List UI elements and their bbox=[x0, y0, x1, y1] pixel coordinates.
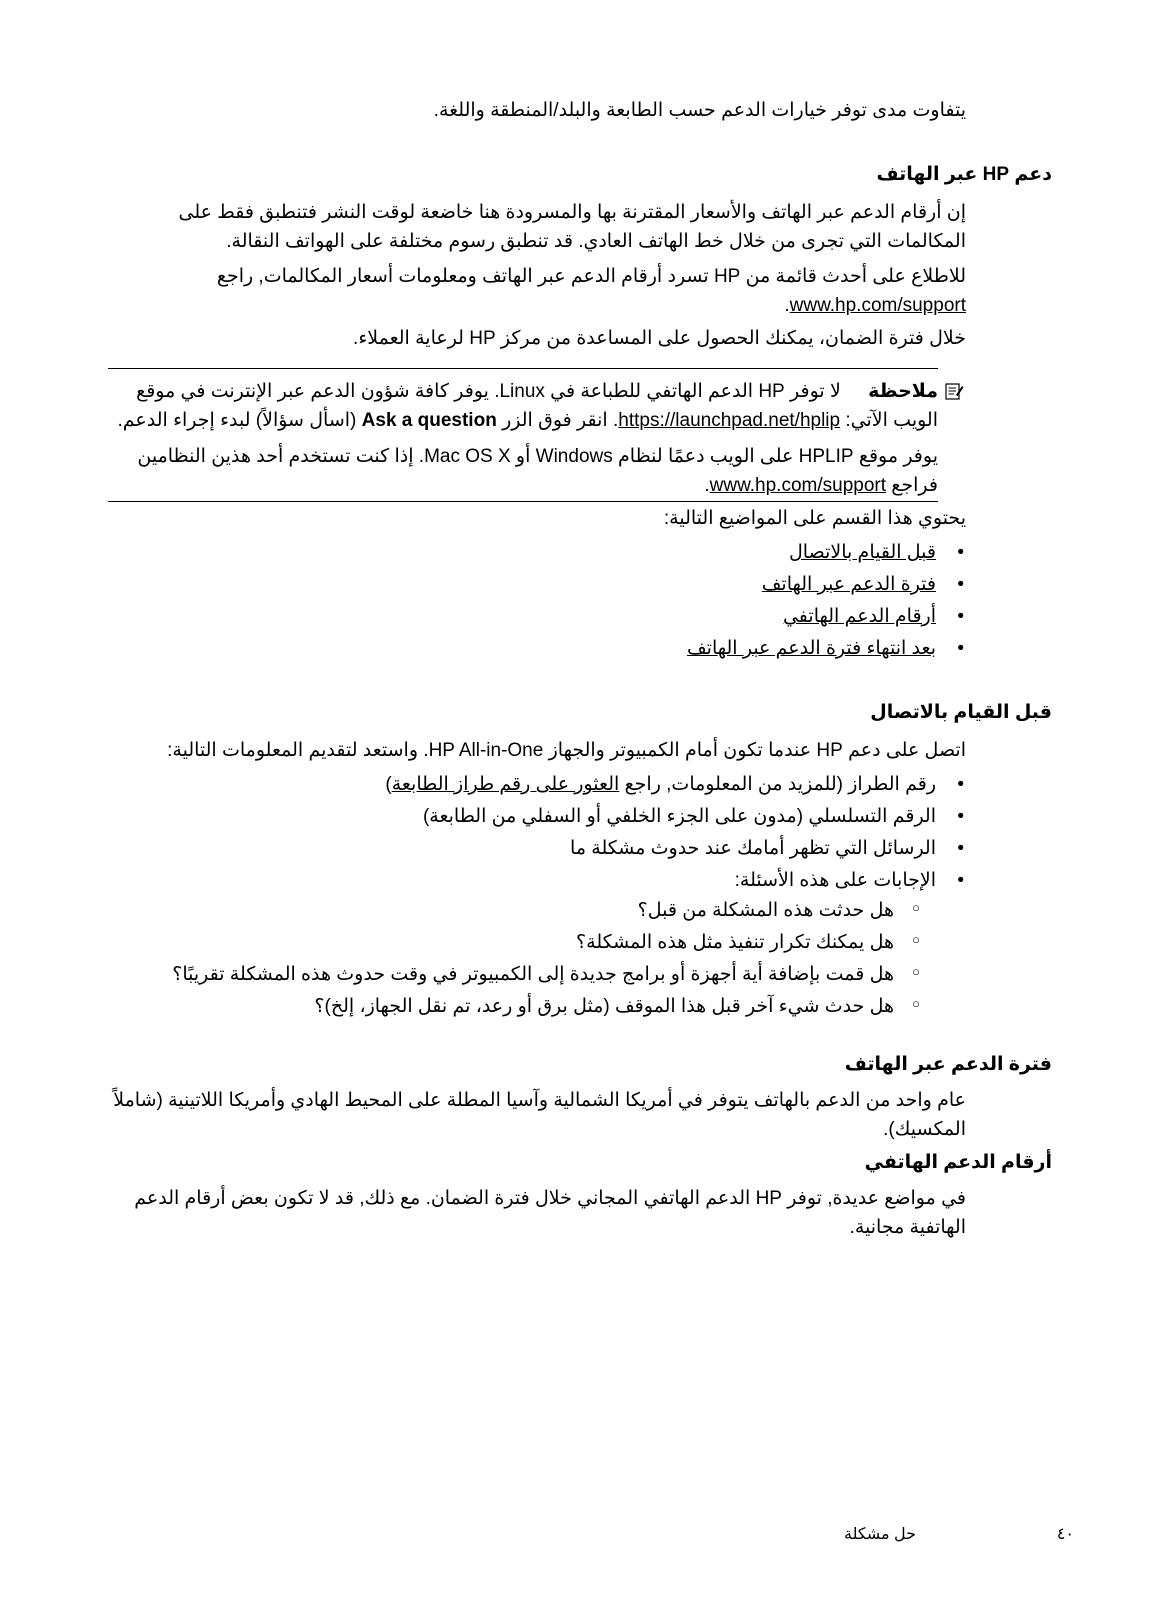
find-model-link[interactable]: العثور على رقم طراز الطابعة bbox=[391, 774, 620, 795]
toc-item bbox=[130, 602, 964, 634]
support-link[interactable]: www.hp.com/support bbox=[789, 295, 966, 317]
footer-section-title: حل مشكلة bbox=[843, 1526, 916, 1543]
heading-support-period: فترة الدعم عبر الهاتف bbox=[844, 1054, 1052, 1075]
item-model-text: رقم الطراز (للمزيد من المعلومات, راجع bbox=[624, 774, 936, 795]
paragraph-latest-list: للاطلاع على أحدث قائمة من HP تسرد أرقام الدعم عبر الهاتف ومعلومات أسعار المكالمات, راجع www.hp.com/support. bbox=[216, 266, 966, 317]
list-subitem: ○ هل يمكنك تكرار تنفيذ مثل هذه المشكلة؟ bbox=[130, 928, 964, 960]
page-number: ٤٠ bbox=[1056, 1526, 1074, 1543]
item-model-tail: ) bbox=[385, 774, 392, 795]
before-call-list bbox=[130, 770, 964, 898]
note-linux-text: لا توفر HP الدعم الهاتفي للطباعة في Linux. يوفر كافة شؤون الدعم عبر الإنترنت في موقع الويب الآتي: bbox=[136, 381, 938, 432]
note-line-hplip: يوفر موقع HPLIP على الويب دعمًا لنظام Windows أو Mac OS X. إذا كنت تستخدم أحد هذين النظامين فراجع www.hp.com/support. bbox=[137, 445, 938, 497]
before-call-lead: اتصل على دعم HP عندما تكون أمام الكمبيوتر والجهاز HP All-in-One. واستعد لتقديم المعلومات التالية: bbox=[167, 740, 966, 761]
toc-link-support-period[interactable]: فترة الدعم عبر الهاتف bbox=[761, 574, 936, 595]
paragraph-warranty: خلال فترة الضمان، يمكنك الحصول على المساعدة من مركز HP لرعاية العملاء. bbox=[353, 328, 966, 349]
paragraph-support-numbers: في مواضع عديدة, توفر HP الدعم الهاتفي المجاني خلال فترة الضمان. مع ذلك, قد لا تكون بعض أرقام الدعم الهاتفية مجانية. bbox=[134, 1188, 966, 1239]
intro-paragraph: يتفاوت مدى توفر خيارات الدعم حسب الطابعة والبلد/المنطقة واللغة. bbox=[433, 100, 966, 121]
list-item bbox=[130, 770, 964, 802]
toc-lead: يحتوي هذا القسم على المواضيع التالية: bbox=[663, 508, 966, 529]
note-label: ملاحظة bbox=[868, 381, 938, 402]
toc-link-after-period[interactable]: بعد انتهاء فترة الدعم عبر الهاتف bbox=[686, 638, 936, 659]
heading-support-numbers: أرقام الدعم الهاتفي bbox=[864, 1152, 1052, 1173]
paragraph-phone-numbers: إن أرقام الدعم عبر الهاتف والأسعار المقترنة بها والمسرودة هنا خاضعة لوقت النشر فتنطبق فقط على المكالمات التي تجرى من خلال خط الهاتف العادي. قد تنطبق رسوم مختلفة على الهواتف النقالة. bbox=[178, 202, 966, 253]
latest-list-text: للاطلاع على أحدث قائمة من HP تسرد أرقام الدعم عبر الهاتف ومعلومات أسعار المكالمات, راجع bbox=[216, 266, 966, 287]
toc-item bbox=[130, 634, 964, 666]
toc-item bbox=[130, 570, 964, 602]
toc-link-support-numbers[interactable]: أرقام الدعم الهاتفي bbox=[782, 606, 936, 627]
toc-link-before-call[interactable]: قبل القيام بالاتصال bbox=[789, 542, 936, 563]
page-footer bbox=[80, 1523, 1076, 1547]
list-subitem: ○ هل حدث شيء آخر قبل هذا الموقف (مثل برق أو رعد، تم نقل الجهاز، إلخ)؟ bbox=[130, 992, 964, 1024]
heading-before-call: قبل القيام بالاتصال bbox=[870, 702, 1052, 723]
launchpad-link[interactable]: https://launchpad.net/hplip bbox=[618, 410, 841, 432]
note-hplip-text: يوفر موقع HPLIP على الويب دعمًا لنظام Windows أو Mac OS X. إذا كنت تستخدم أحد هذين النظامين فراجع bbox=[137, 445, 938, 497]
list-item: • الرقم التسلسلي (مدون على الجزء الخلفي أو السفلي من الطابعة) bbox=[130, 802, 964, 834]
paragraph-support-period: عام واحد من الدعم بالهاتف يتوفر في أمريكا الشمالية وآسيا المطلة على المحيط الهادي وأمريكا اللاتينية (شاملاً المكسيك). bbox=[113, 1090, 966, 1141]
toc-item bbox=[130, 538, 964, 570]
list-item: • الإجابات على هذه الأسئلة: bbox=[130, 866, 964, 898]
note-pencil-icon bbox=[944, 381, 964, 401]
note-linux-tail-a: . انقر فوق الزر bbox=[502, 410, 619, 432]
questions-list bbox=[130, 896, 964, 1024]
note-line-linux bbox=[108, 377, 938, 436]
note-linux-tail-b: (اسأل سؤالاً) لبدء إجراء الدعم. bbox=[117, 410, 357, 432]
list-subitem: ○ هل حدثت هذه المشكلة من قبل؟ bbox=[130, 896, 964, 928]
list-subitem: ○ هل قمت بإضافة أية أجهزة أو برامج جديدة إلى الكمبيوتر في وقت حدوث هذه المشكلة تقريبًا؟ bbox=[130, 960, 964, 992]
note-box bbox=[108, 368, 938, 502]
ask-question-label: Ask a question bbox=[361, 410, 497, 432]
toc-list bbox=[130, 538, 964, 666]
heading-phone-support: دعم HP عبر الهاتف bbox=[876, 164, 1052, 185]
support-link-note[interactable]: www.hp.com/support bbox=[709, 475, 887, 497]
list-item: • الرسائل التي تظهر أمامك عند حدوث مشكلة ما bbox=[130, 834, 964, 866]
